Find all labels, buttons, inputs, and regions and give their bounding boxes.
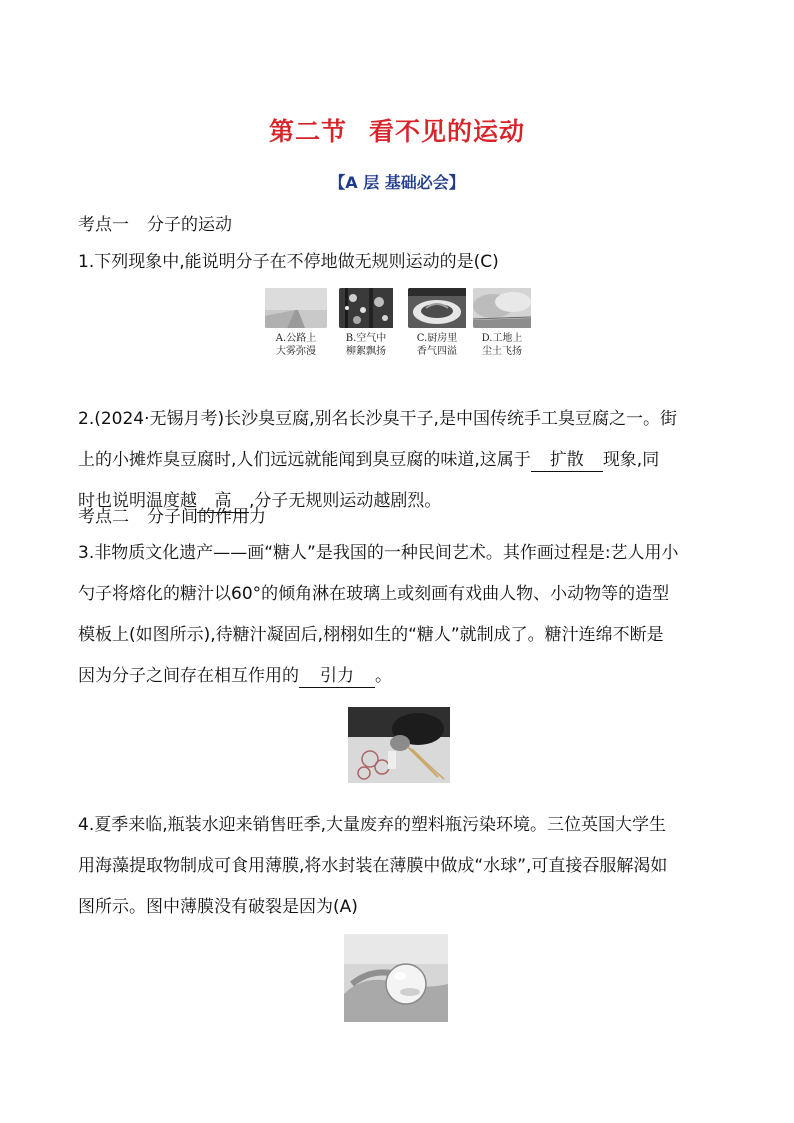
kitchen-dish-image xyxy=(408,288,470,328)
q2-line-2: 上的小摊炸臭豆腐时,人们远远就能闻到臭豆腐的味道,这属于 扩散 现象,同 xyxy=(78,450,660,470)
willow-catkins-image xyxy=(339,288,401,328)
option-b-caption: B.空气中 柳絮飘扬 xyxy=(345,333,387,357)
q2-line-3: 时也说明温度越 高 ,分子无规则运动越剧烈。 xyxy=(78,491,442,511)
page-title xyxy=(0,112,794,148)
q2-answer-1: 扩散 xyxy=(531,449,603,472)
title-part1: 第二节 xyxy=(268,117,347,146)
q3-line-1: 3.非物质文化遗产——画“糖人”是我国的一种民间艺术。其作画过程是:艺人用小 xyxy=(78,543,679,563)
q4-line-3: 图所示。图中薄膜没有破裂是因为(A) xyxy=(78,897,358,917)
option-c-caption: C.厨房里 香气四溢 xyxy=(416,333,458,357)
question-1: 1.下列现象中,能说明分子在不停地做无规则运动的是(C) xyxy=(78,252,499,272)
layer-label: 【A 层 基础必会】 xyxy=(329,173,465,192)
title-part2: 看不见的运动 xyxy=(369,117,526,146)
question-4 xyxy=(78,805,718,928)
section-text: 分子的运动 xyxy=(147,215,232,235)
section-label: 考点二 xyxy=(78,507,129,527)
sugar-painting-image xyxy=(348,707,450,783)
foggy-road-image xyxy=(265,288,327,328)
q1-option-images xyxy=(265,288,531,358)
option-d-caption: D.工地上 尘土飞扬 xyxy=(481,333,523,357)
q3-line-2: 勺子将熔化的糖汁以60°的倾角淋在玻璃上或刻画有戏曲人物、小动物等的造型 xyxy=(78,584,670,604)
q3-answer: 引力 xyxy=(299,665,375,688)
section-heading-1 xyxy=(78,210,232,235)
section-heading-2 xyxy=(78,502,266,527)
q2-line-1: 2.(2024·无锡月考)长沙臭豆腐,别名长沙臭干子,是中国传统手工臭豆腐之一。街 xyxy=(78,409,677,429)
q3-line-4: 因为分子之间存在相互作用的 引力 。 xyxy=(78,666,392,686)
q2-answer-2: 高 xyxy=(197,490,249,513)
q4-line-1: 4.夏季来临,瓶装水迎来销售旺季,大量废弃的塑料瓶污染环境。三位英国大学生 xyxy=(78,815,667,835)
option-a-caption: A.公路上 大雾弥漫 xyxy=(275,333,317,357)
question-3 xyxy=(78,533,718,697)
q4-line-2: 用海藻提取物制成可食用薄膜,将水封装在薄膜中做成“水球”,可直接吞服解渴如 xyxy=(78,856,668,876)
section-text: 分子间的作用力 xyxy=(147,507,266,527)
dusty-site-image xyxy=(473,288,535,328)
q3-line-3: 模板上(如图所示),待糖汁凝固后,栩栩如生的“糖人”就制成了。糖汁连绵不断是 xyxy=(78,625,664,645)
section-label: 考点一 xyxy=(78,215,129,235)
water-ball-image xyxy=(344,934,448,1022)
